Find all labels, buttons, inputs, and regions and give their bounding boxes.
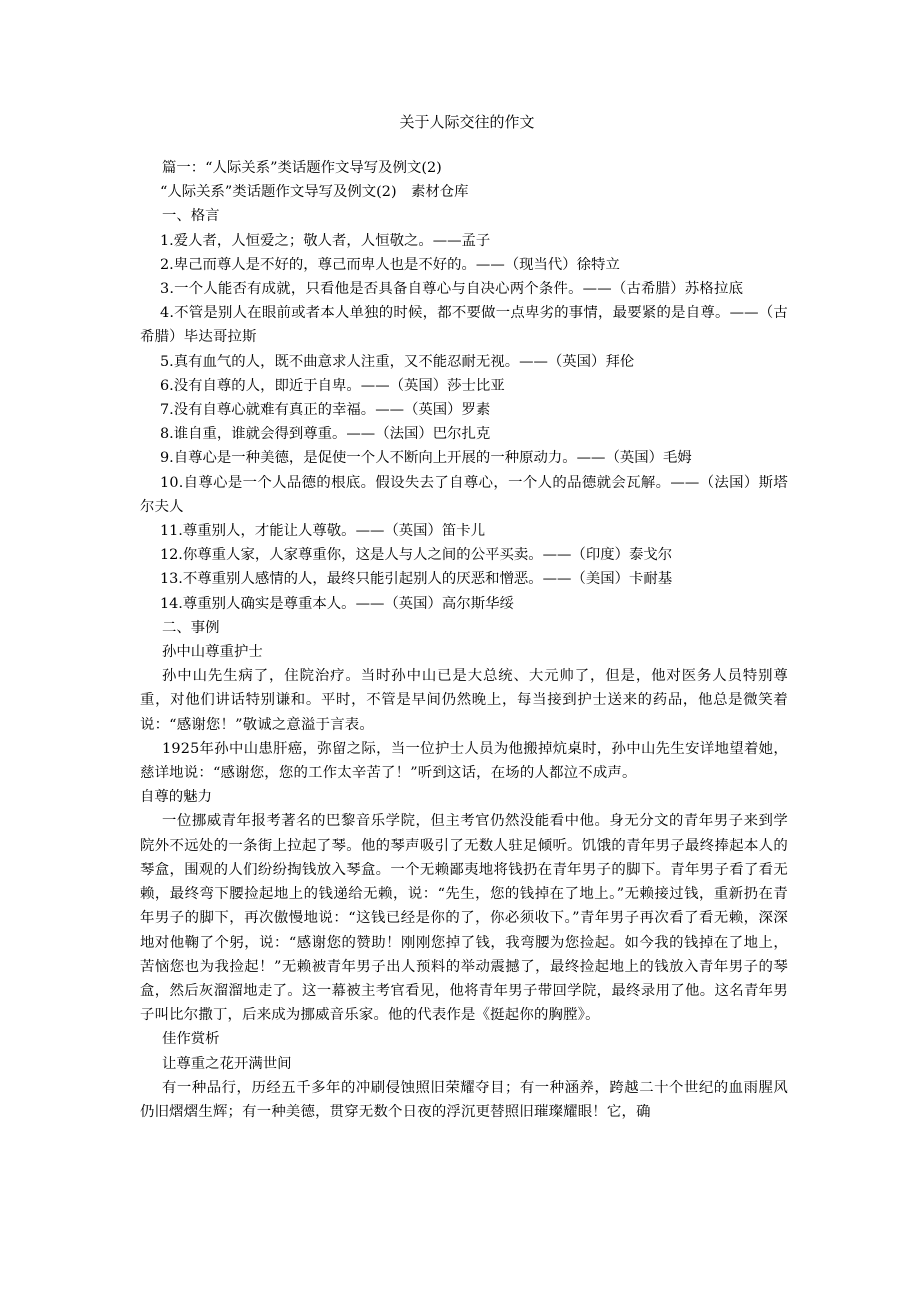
- section-heading-maxims: 一、格言: [162, 208, 220, 225]
- quote-2: 2.卑己而尊人是不好的，尊己而卑人也是不好的。——（现当代）徐特立: [160, 256, 620, 273]
- quote-11: 11.尊重别人，才能让人尊敬。——（英国）笛卡儿: [160, 523, 486, 540]
- document-page: [140, 111, 788, 1124]
- quote-13: 13.不尊重别人感情的人，最终只能引起别人的厌恶和憎恶。——（美国）卡耐基: [160, 571, 673, 588]
- article-heading: 篇一：“人际关系”类话题作文导写及例文(2): [162, 160, 442, 176]
- quote-6: 6.没有自尊的人，即近于自卑。——（英国）莎士比亚: [160, 377, 505, 394]
- article-subheading: “人际关系”类话题作文导写及例文(2) 素材仓库: [160, 184, 469, 201]
- quote-5: 5.真有血气的人，既不曲意求人注重，又不能忍耐无视。——（英国）拜伦: [160, 353, 635, 370]
- essay-paragraph-1: 有一种品行，历经五千多年的冲刷侵蚀照旧荣耀夺目；有一种涵养，跨越二十个世纪的血雨腥风仍旧熠熠生辉；有一种美德，贯穿无数个日夜的浮沉更替照旧璀璨耀眼！它，确: [140, 1079, 788, 1120]
- quote-4: 4.不管是别人在眼前或者本人单独的时候，都不要做一点卑劣的事情，最要紧的是自尊。——（古希腊）毕达哥拉斯: [140, 305, 788, 346]
- section-heading-examples: 二、事例: [162, 619, 220, 636]
- quote-3: 3.一个人能否有成就，只看他是否具备自尊心与自决心两个条件。——（古希腊）苏格拉底: [160, 281, 744, 298]
- document-title: 关于人际交往的作文: [399, 113, 535, 131]
- quote-1: 1.爱人者，人恒爱之；敬人者，人恒敬之。——孟子: [160, 232, 491, 249]
- quote-10: 10.自尊心是一个人品德的根底。假设失去了自尊心，一个人的品德就会瓦解。——（法国）斯塔尔夫人: [140, 474, 788, 515]
- story-title-sun-yatsen: 孙中山尊重护士: [162, 644, 263, 661]
- story-paragraph-2: 1925年孙中山患肝癌，弥留之际，当一位护士人员为他搬掉炕桌时，孙中山先生安详地望着她，慈详地说：“感谢您，您的工作太辛苦了！”听到这话，在场的人都泣不成声。: [140, 740, 788, 782]
- essay-title: 让尊重之花开满世间: [162, 1055, 292, 1072]
- story-paragraph-1: 孙中山先生病了，住院治疗。当时孙中山已是大总统、大元帅了，但是，他对医务人员特别尊重，对他们讲话特别谦和。平时，不管是早间仍然晚上，每当接到护士送来的药品，他总是微笑着说：“感谢您！”敬诚之意溢于言表。: [140, 668, 788, 733]
- story-paragraph-3: 一位挪威青年报考著名的巴黎音乐学院，但主考官仍然没能看中他。身无分文的青年男子来到学院外不远处的一条街上拉起了琴。他的琴声吸引了无数人驻足倾听。饥饿的青年男子最终捧起本人的琴盒，围观的人们纷纷掏钱放入琴盒。一个无赖鄙夷地将钱扔在青年男子的脚下。青年男子看了看无赖，最终弯下腰捡起地上的钱递给无赖，说：“先生，您的钱掉在了地上。”无赖接过钱，重新扔在青年男子的脚下，再次傲慢地说：“这钱已经是你的了，你必须收下。”青年男子再次看了看无赖，深深地对他鞠了个躬，说：“感谢您的赞助！刚刚您掉了钱，我弯腰为您捡起。如今我的钱掉在了地上，苦恼您也为我捡起！”无赖被青年男子出人预料的举动震撼了，最终捡起地上的钱放入青年男子的琴盒，然后灰溜溜地走了。这一幕被主考官看见，他将青年男子带回学院，最终录用了他。这名青年男子叫比尔撒丁，后来成为挪威音乐家。他的代表作是《挺起你的胸膛》。: [140, 813, 788, 1024]
- quote-12: 12.你尊重人家，人家尊重你，这是人与人之间的公平买卖。——（印度）泰戈尔: [160, 547, 673, 564]
- quote-7: 7.没有自尊心就难有真正的幸福。——（英国）罗素: [160, 402, 491, 419]
- story-title-self-respect: 自尊的魅力: [140, 789, 212, 806]
- quote-9: 9.自尊心是一种美德，是促使一个人不断向上开展的一种原动力。——（英国）毛姆: [160, 450, 692, 467]
- section-heading-appreciation: 佳作赏析: [162, 1031, 220, 1048]
- quote-14: 14.尊重别人确实是尊重本人。——（英国）高尔斯华绥: [160, 595, 514, 612]
- quote-8: 8.谁自重，谁就会得到尊重。——（法国）巴尔扎克: [160, 426, 491, 443]
